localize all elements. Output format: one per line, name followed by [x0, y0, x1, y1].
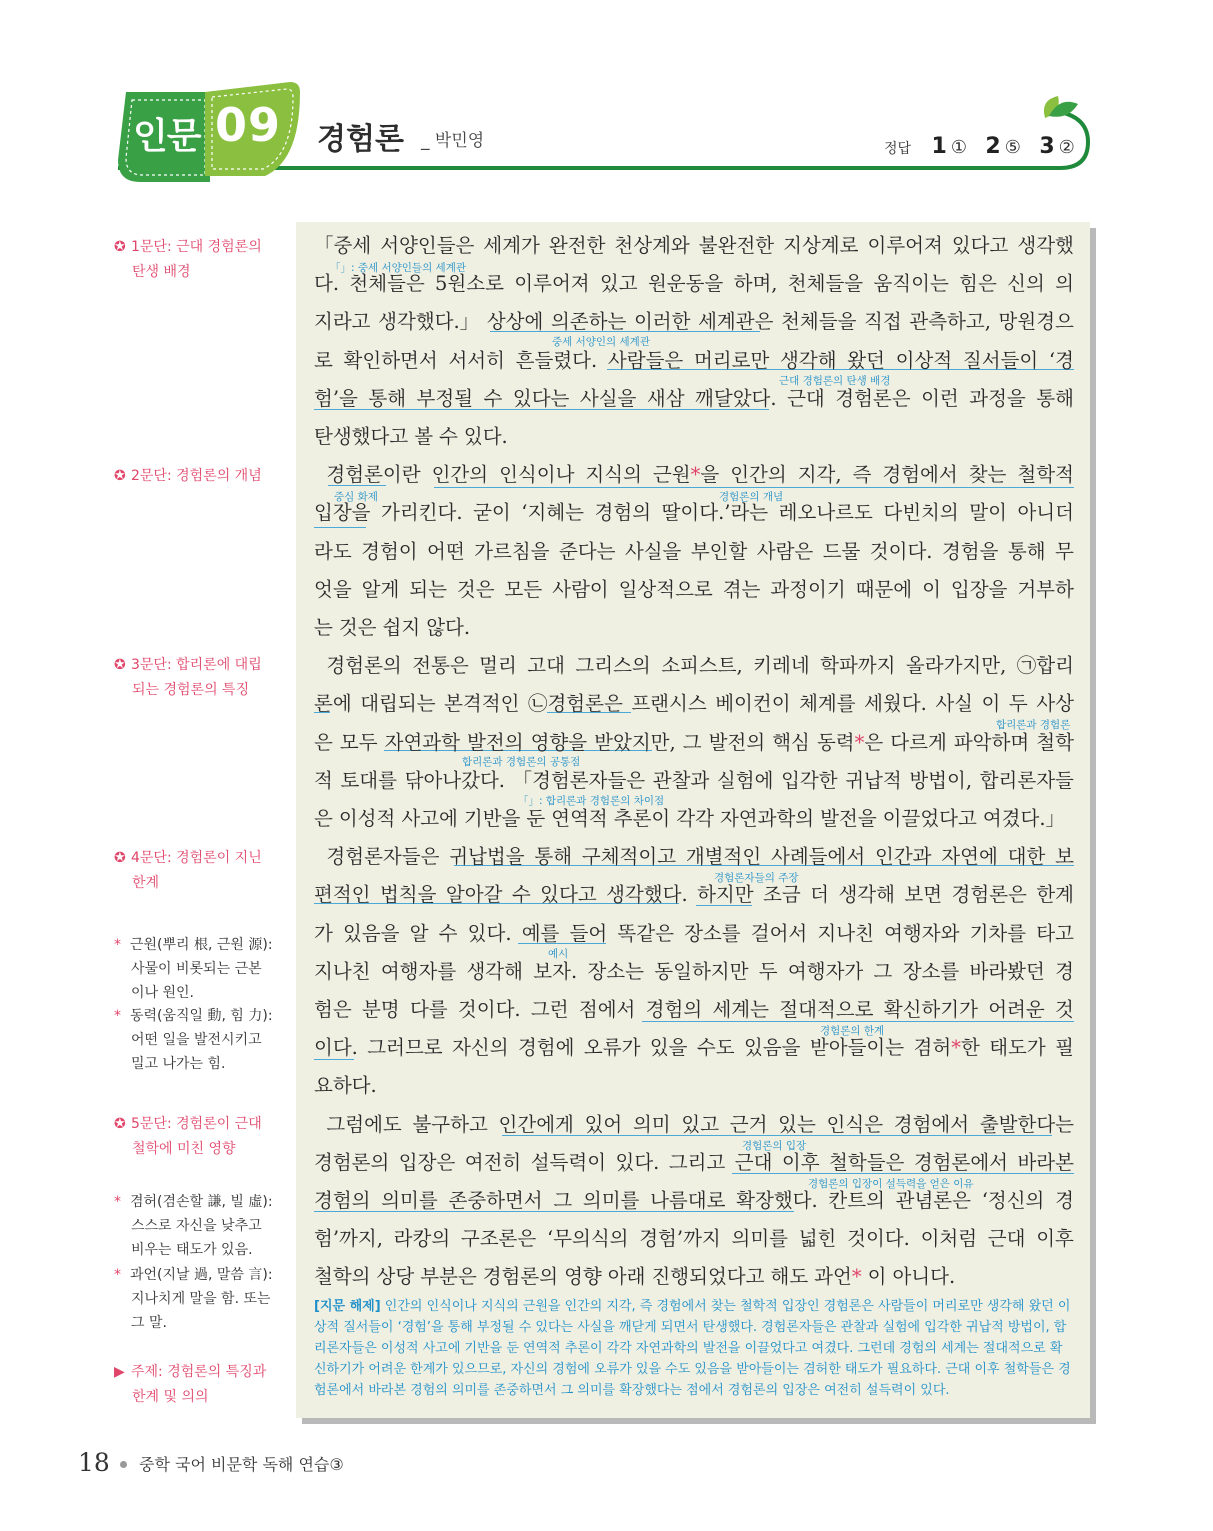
- paragraph-note: ✪ 3문단: 합리론에 대립 되는 경험론의 특징: [114, 653, 289, 703]
- annotation: 「」: 합리론과 경험론의 차이점: [518, 795, 665, 807]
- passage-line: 경험론의 전통은 멀리 고대 그리스의 소피스트, 키레네 학파까지 올라가지만, ㉠합리: [314, 654, 1074, 678]
- paragraph-note: ✪ 5문단: 경험론이 근대 철학에 미친 영향: [114, 1112, 289, 1162]
- chapter-number: 09: [215, 98, 282, 152]
- glossary-item: * 동력(움직일 動, 힘 力): 어떤 일을 발전시키고 밀고 나가는 힘.: [114, 1008, 273, 1072]
- passage-line: 지라고 생각했다.」 상상에 의존하는 이러한 세계관은 천체들을 직접 관측하고, 망원경으: [314, 310, 1074, 334]
- annotation: 근대 경험론의 탄생 배경: [779, 375, 891, 387]
- bullet-icon: ✪: [114, 239, 126, 255]
- passage-line: 편적인 법칙을 알아갈 수 있다고 생각했다. 하지만 조금 더 생각해 보면 경험론은 한계: [314, 883, 1074, 907]
- passage-line: 「중세 서양인들은 세계가 완전한 천상계와 불완전한 지상계로 이루어져 있다고 생각했: [314, 234, 1074, 257]
- passage-line: 다. 천체들은 5원소로 이루어져 있고 원운동을 하며, 천체들을 움직이는 힘은 신의 의: [314, 272, 1074, 296]
- header-decoration: [0, 0, 1213, 200]
- triangle-icon: ▶: [114, 1364, 125, 1380]
- passage-line: 철학의 상당 부분은 경험론의 영향 아래 진행되었다고 해도 과언* 이 아니다.: [314, 1265, 956, 1289]
- bullet-icon: ✪: [114, 850, 126, 866]
- passage-line: 그럼에도 불구하고 인간에게 있어 의미 있고 근거 있는 인식은 경험에서 출발한다는: [314, 1112, 1074, 1136]
- answer-choice: ①: [950, 137, 967, 158]
- bullet-dot: [120, 1461, 127, 1468]
- passage-line: 험’을 통해 부정될 수 있다는 사실을 새삼 깨달았다. 근대 경험론은 이런 과정을 통해: [314, 386, 1074, 410]
- passage-line: 이다. 그러므로 자신의 경험에 오류가 있을 수도 있음을 받아들이는 겸허*한 태도가 필: [314, 1036, 1074, 1060]
- passage-line: 은 이성적 사고에 기반을 둔 연역적 추론이 각각 자연과학의 발전을 이끌었다고 여겼다.」: [314, 807, 1066, 830]
- passage-line: 론에 대립되는 본격적인 ㉡경험론은 프랜시스 베이컨이 체계를 세웠다. 사실 이 두 사상: [314, 692, 1074, 716]
- passage-explanation: [314, 1296, 1074, 1401]
- annotation: 합리론과 경험론: [996, 719, 1071, 731]
- passage-line: 은 모두 자연과학 발전의 영향을 받았지만, 그 발전의 핵심 동력*은 다르게 파악하며 철학: [314, 730, 1074, 754]
- annotation: 경험론자들의 주장: [714, 872, 799, 884]
- annotation: 합리론과 경험론의 공통점: [462, 756, 581, 768]
- answer-question: 3: [1039, 134, 1055, 159]
- passage-line: 라도 경험이 어떤 가르침을 준다는 사실을 부인할 사람은 드물 것이다. 경험을 통해 무: [314, 539, 1074, 563]
- passage-line: 적 토대를 닦아나갔다. 「경험론자들은 관찰과 실험에 입각한 귀납적 방법이, 합리론자들: [314, 768, 1074, 792]
- annotation: 경험론의 입장이 설득력을 얻은 이유: [808, 1178, 974, 1190]
- annotation: 경험론의 개념: [719, 491, 784, 503]
- passage-line: 험’까지, 라캉의 구조론은 ‘무의식의 경험’까지 의미를 넓힌 것이다. 이처럼 근대 이후: [314, 1227, 1074, 1251]
- passage-line: 지나친 여행자를 생각해 보자. 장소는 동일하지만 두 여행자가 그 장소를 바라봤던 경: [314, 959, 1074, 983]
- answer-question: 2: [985, 134, 1001, 159]
- glossary-item: * 근원(뿌리 根, 근원 源): 사물이 비롯되는 근본 이나 원인.: [114, 937, 273, 1001]
- passage-line: 경험론이란 인간의 인식이나 지식의 근원*을 인간의 지각, 즉 경험에서 찾는 철학적: [314, 463, 1074, 487]
- answer-choice: ⑤: [1004, 137, 1021, 158]
- annotation: 경험론의 입장: [742, 1140, 807, 1152]
- bullet-icon: ✪: [114, 1116, 126, 1132]
- annotation: 「」: 중세 서양인들의 세계관: [330, 262, 466, 274]
- passage-line: 경험의 의미를 존중하면서 그 의미를 나름대로 확장했다. 칸트의 관념론은 ‘정신의 경: [314, 1189, 1074, 1212]
- bullet-icon: ✪: [114, 468, 126, 484]
- passage-line: 로 확인하면서 서서히 흔들렸다. 사람들은 머리로만 생각해 왔던 이상적 질서들이 ‘경: [314, 348, 1074, 372]
- explanation-tag: [지문 해제]: [314, 1299, 381, 1314]
- theme-note: ▶ 주제: 경험론의 특징과 한계 및 의의: [114, 1360, 289, 1410]
- passage-line: 엇을 알게 되는 것은 모든 사람이 일상적으로 겪는 과정이기 때문에 이 입장을 거부하: [314, 577, 1074, 601]
- paragraph-note: ✪ 1문단: 근대 경험론의 탄생 배경: [114, 235, 289, 285]
- passage-line: 가 있음을 알 수 있다. 예를 들어 똑같은 장소를 걸어서 지나친 여행자와 기차를 타고: [314, 921, 1074, 945]
- passage-line: 탄생했다고 볼 수 있다.: [314, 425, 508, 448]
- category-label: 인문: [133, 116, 201, 157]
- annotation: 중세 서양인의 세계관: [552, 336, 650, 348]
- bullet-icon: ✪: [114, 657, 126, 673]
- passage-line: 는 것은 쉽지 않다.: [314, 616, 471, 639]
- annotation: 예시: [548, 948, 569, 960]
- passage-line: 요하다.: [314, 1074, 377, 1098]
- glossary-item: * 겸허(겸손할 謙, 빌 虛): 스스로 자신을 낮추고 비우는 태도가 있음.: [114, 1194, 273, 1258]
- annotation: 경험론의 한계: [820, 1025, 885, 1037]
- annotation: 중심 화제: [334, 491, 378, 503]
- answer-choice: ②: [1058, 137, 1075, 158]
- answer-label: 정답: [884, 141, 912, 157]
- page-title: 경험론: [317, 122, 404, 157]
- page-number: 18: [78, 1448, 110, 1477]
- paragraph-note: ✪ 2문단: 경험론의 개념: [114, 464, 289, 489]
- author: _ 박민영: [421, 131, 485, 151]
- answer-key: [884, 134, 1089, 159]
- glossary-item: * 과언(지날 過, 말씀 言): 지나치게 말을 함. 또는 그 말.: [114, 1267, 273, 1331]
- page-header: [0, 0, 1213, 200]
- passage-line: 입장을 가리킨다. 굳이 ‘지혜는 경험의 딸이다.’라는 레오나르도 다빈치의 말이 아니더: [314, 501, 1074, 525]
- book-title: 중학 국어 비문학 독해 연습③: [139, 1455, 344, 1474]
- passage-line: 경험론자들은 귀납법을 통해 구체적이고 개별적인 사례들에서 인간과 자연에 대한 보: [314, 845, 1074, 869]
- explanation-text: 인간의 인식이나 지식의 근원을 인간의 지각, 즉 경험에서 찾는 철학적 입장인 경험론은 사람들이 머리로만 생각해 왔던 이상적 질서들이 ‘경험’을 통해 부정될 수 있다는 사실을 깨닫게 되면서 탄생했다. 경험론자들은 관찰과 실험에 입각한 귀납적 방법이, 합리론자들은 이성적 사고에 기반을 둔 연역적 추론이 각각 자연과학의 발전을 이끌었다고 여겼다. 그런데 경험의 세계는 절대적으로 확신하기가 어려운 한계가 있으므로, 자신의 경험에 오류가 있을 수도 있음을 받아들이는 겸허한 태도가 필요하다. 근대 이후 철학들은 경험론에서 바라본 경험의 의미를 존중하면서 그 의미를 확장했다는 점에서 경험론의 입장은 여전히 설득력이 있다.: [314, 1299, 1071, 1398]
- paragraph-note: ✪ 4문단: 경험론이 지닌 한계: [114, 846, 289, 896]
- passage-line: 험은 분명 다를 것이다. 그런 점에서 경험의 세계는 절대적으로 확신하기가 어려운 것: [314, 998, 1074, 1021]
- passage-line: 경험론의 입장은 여전히 설득력이 있다. 그리고 근대 이후 철학들은 경험론에서 바라본: [314, 1150, 1074, 1174]
- answer-question: 1: [931, 134, 947, 159]
